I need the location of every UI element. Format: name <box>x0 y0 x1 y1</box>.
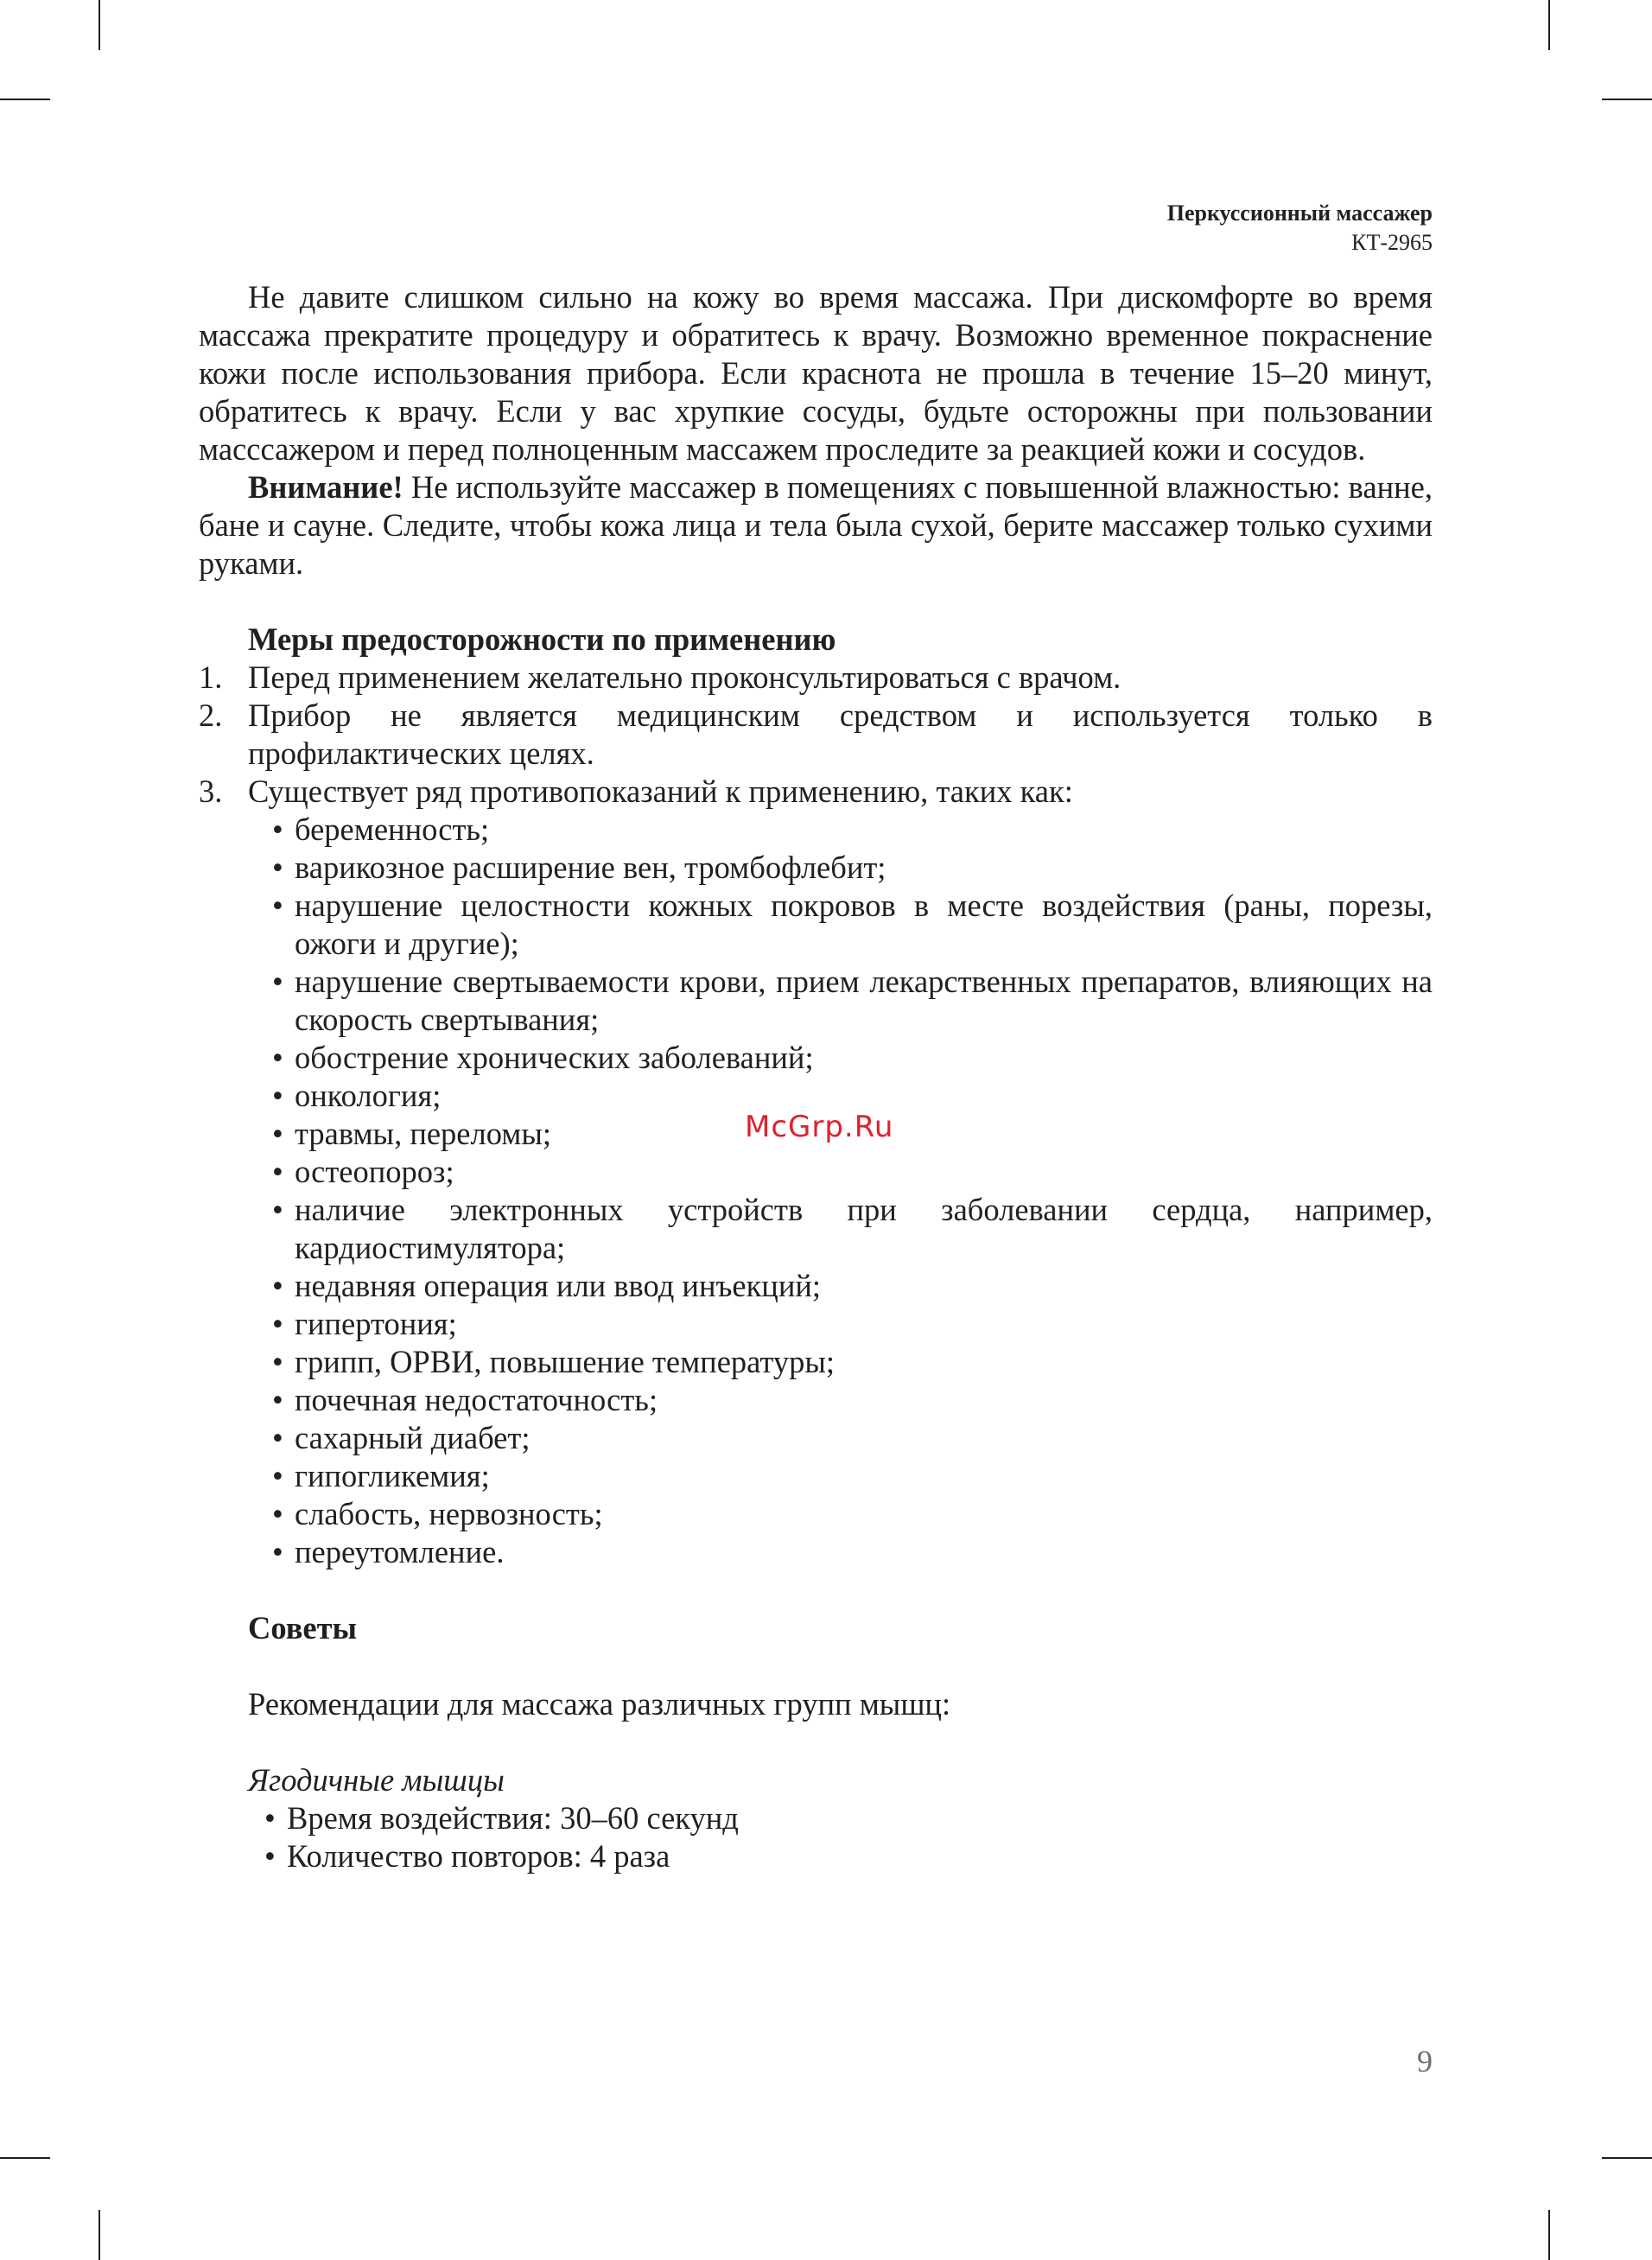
list-item: • Количество повторов: 4 раза <box>264 1837 1433 1875</box>
list-item: • нарушение целостности кожных покровов в месте воздействия (раны, порезы, ожоги и другие); <box>272 887 1433 963</box>
list-item: • слабость, нервозность; <box>272 1495 1433 1533</box>
list-item: • почечная недостаточность; <box>272 1381 1433 1419</box>
precautions-list <box>199 659 1433 811</box>
list-item: • гипертония; <box>272 1305 1433 1343</box>
list-item: • гипогликемия; <box>272 1457 1433 1495</box>
warning-label: Внимание! <box>248 469 403 505</box>
list-item: • Время воздействия: 30–60 секунд <box>264 1799 1433 1837</box>
header-model: КТ-2965 <box>1351 230 1433 255</box>
list-item: • травмы, переломы; <box>272 1115 1433 1153</box>
crop-mark <box>0 2157 50 2159</box>
crop-mark <box>98 0 100 50</box>
list-item <box>199 659 1433 697</box>
list-item: • онкология; <box>272 1077 1433 1115</box>
watermark: McGrp.Ru <box>745 1110 894 1144</box>
precautions-heading: Меры предосторожности по применению <box>248 621 836 657</box>
crop-mark <box>98 2210 100 2260</box>
list-item: • грипп, ОРВИ, повышение температуры; <box>272 1343 1433 1381</box>
page-content <box>199 278 1433 1875</box>
muscle-group-title: Ягодичные мышцы <box>248 1762 505 1798</box>
list-item: • наличие электронных устройств при заболевании сердца, например, кардиостимулятора; <box>272 1191 1433 1267</box>
list-item: • нарушение свертываемости крови, прием лекарственных препаратов, влияющих на скорость свертывания; <box>272 963 1433 1039</box>
item-number: 1. <box>199 659 223 695</box>
list-item: • остеопороз; <box>272 1153 1433 1191</box>
header-title: Перкуссионный массажер <box>1166 201 1433 226</box>
crop-mark <box>1548 0 1550 50</box>
list-item: • недавняя операция или ввод инъекций; <box>272 1267 1433 1305</box>
crop-mark <box>1548 2210 1550 2260</box>
list-item: • обострение хронических заболеваний; <box>272 1039 1433 1077</box>
list-item: • беременность; <box>272 811 1433 849</box>
list-item <box>199 697 1433 773</box>
item-text: Прибор не является медицинским средством и используется только в профилактических целях. <box>248 697 1433 771</box>
list-item: • переутомление. <box>272 1533 1433 1571</box>
crop-mark <box>1602 99 1652 100</box>
contraindications-list <box>272 811 1433 1571</box>
running-header <box>1167 199 1433 258</box>
item-number: 2. <box>199 697 223 733</box>
item-text: Перед применением желательно проконсультироваться с врачом. <box>248 659 1121 695</box>
list-item: • сахарный диабет; <box>272 1419 1433 1457</box>
intro-paragraph: Не давите слишком сильно на кожу во время массажа. При дискомфорте во время массажа прекратите процедуру и обратитесь к врачу. Возможно временное покраснение кожи после использования прибора. Если краснота не прошла в течение 15–20 минут, обратитесь к врачу. Если у вас хрупкие сосуды, будьте осторожны при пользовании масссажером и перед полноценным массажем проследите за реакцией кожи и сосудов. <box>199 279 1433 467</box>
item-text: Существует ряд противопоказаний к применению, таких как: <box>248 773 1073 809</box>
tips-list <box>264 1799 1433 1875</box>
list-item: • варикозное расширение вен, тромбофлебит; <box>272 849 1433 887</box>
warning-text: Не используйте массажер в помещениях с повышенной влажностью: ванне, бане и сауне. Следите, чтобы кожа лица и тела была сухой, берите массажер только сухими руками. <box>199 469 1433 581</box>
warning-paragraph <box>199 468 1433 583</box>
list-item <box>199 773 1433 811</box>
page-number: 9 <box>1417 2044 1433 2079</box>
item-number: 3. <box>199 773 223 809</box>
tips-intro: Рекомендации для массажа различных групп мышц: <box>248 1686 951 1722</box>
crop-mark <box>1602 2157 1652 2159</box>
tips-heading: Советы <box>248 1610 358 1646</box>
crop-mark <box>0 99 50 100</box>
